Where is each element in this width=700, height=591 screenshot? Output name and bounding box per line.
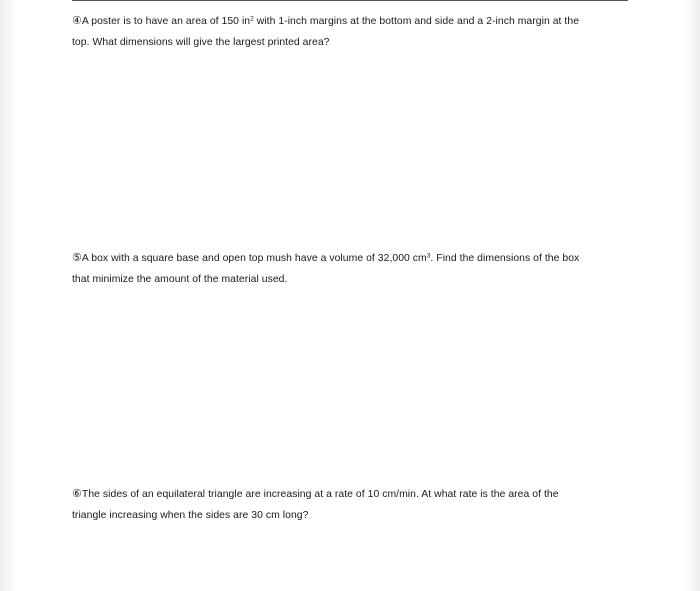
problem-6-number: ⑥ (72, 488, 82, 500)
problem-4-text-start: A poster is to have an area of 150 in (81, 16, 251, 27)
problem-4-line-1 (72, 11, 632, 32)
problem-6 (72, 484, 632, 526)
problem-5-text-end: . Find the dimensions of the box (430, 253, 580, 264)
top-divider-line (72, 0, 628, 1)
problem-4-text-end: with 1-inch margins at the bottom and side and a 2-inch margin at the (253, 16, 580, 27)
problem-5-text-start: A box with a square base and open top mush have a volume of 32,000 cm (81, 253, 427, 264)
problem-4-number: ④ (72, 15, 82, 27)
problem-5-exponent: 3 (426, 252, 431, 260)
problem-5-line-1 (72, 248, 632, 269)
problem-4 (72, 11, 632, 53)
problem-6-line-1 (72, 484, 632, 505)
problem-5-line-2: that minimize the amount of the material used. (72, 274, 288, 285)
page-shadow-left (0, 0, 16, 591)
problem-5 (72, 248, 632, 290)
problem-5-number: ⑤ (72, 252, 82, 264)
problem-4-line-2: top. What dimensions will give the largest printed area? (72, 37, 330, 48)
problem-6-text-start: The sides of an equilateral triangle are increasing at a rate of 10 cm/min. At what rate is the area of the (81, 489, 559, 500)
page-shadow-right (684, 0, 700, 591)
problem-4-exponent: 2 (250, 15, 254, 23)
problem-6-line-2: triangle increasing when the sides are 30 cm long? (72, 510, 309, 521)
